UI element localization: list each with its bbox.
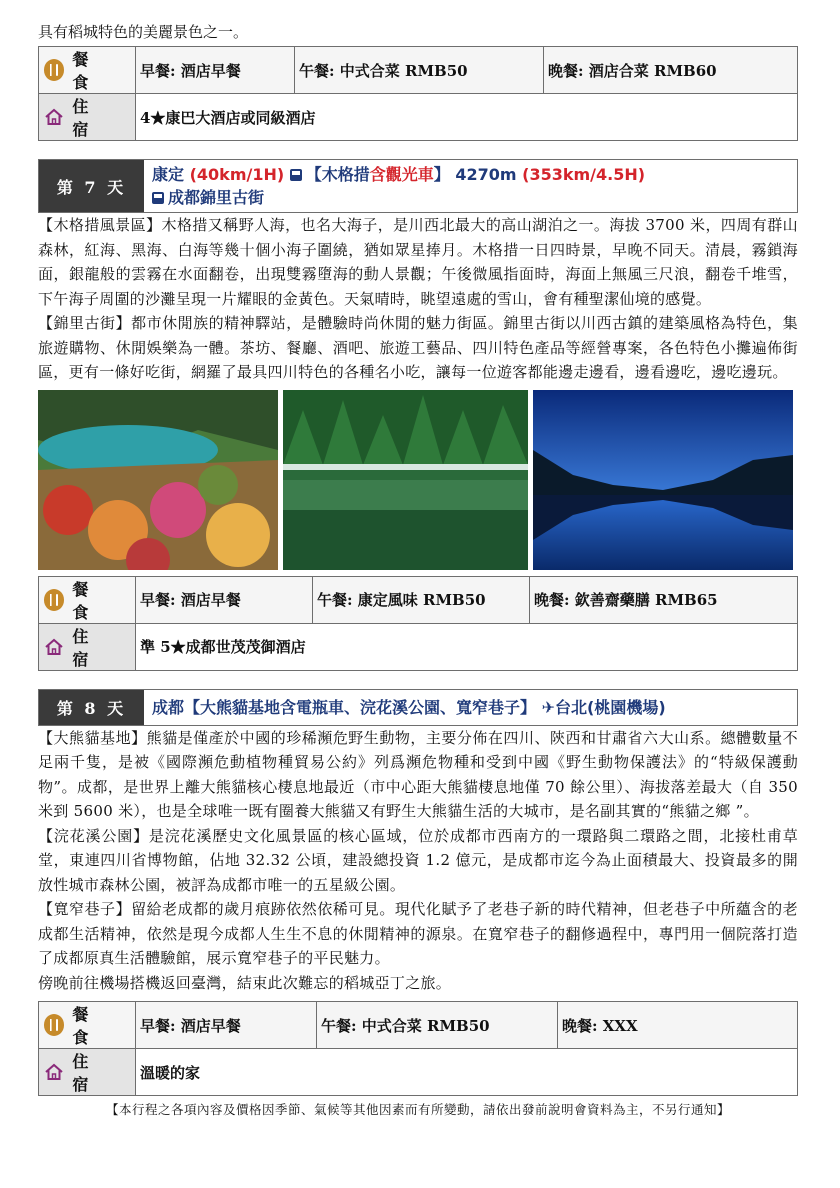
dinner-cell: 晚餐: 欽善齋藥膳 RMB65 (530, 576, 798, 623)
day7-badge: 第 7 天 (39, 160, 144, 212)
hotel-cell: 4★康巴大酒店或同級酒店 (136, 94, 798, 141)
dinner-cell: 晚餐: 酒店合菜 RMB60 (544, 47, 798, 94)
misty-lake-photo (283, 390, 528, 570)
stay-row (39, 1049, 798, 1096)
fork-knife-icon (44, 1014, 64, 1036)
intro-line: 具有稻城特色的美麗景色之一。 (38, 23, 249, 41)
house-icon (44, 636, 64, 658)
stay-row (39, 623, 798, 670)
meal-label: 餐 食 (72, 50, 99, 92)
meal-label: 餐 食 (72, 1005, 99, 1047)
house-icon (44, 106, 64, 128)
meal-row (39, 1002, 798, 1049)
hotel-cell: 準 5★成都世茂茂御酒店 (136, 623, 798, 670)
stay-label: 住 宿 (72, 97, 99, 139)
autumn-lake-photo (38, 390, 278, 570)
fork-knife-icon (44, 589, 64, 611)
bus-icon (152, 192, 164, 204)
bus-icon (290, 169, 302, 181)
day7-para-jinli: 【錦里古街】都市休閒族的精神驛站，是體驗時尚休閒的魅力街區。錦里古街以川西古鎮的建築風格為特色，集旅遊購物、休閒娛樂為一體。茶坊、餐廳、酒吧、旅遊工藝品、四川特色產品等經營專案，各色特色小攤遍佈街區，更有一條好吃街，網羅了最具四川特色的各種名小吃，讓每一位遊客都能邊走邊看，邊看邊吃，邊吃邊玩。 (38, 314, 798, 381)
hotel-cell: 溫暖的家 (136, 1049, 798, 1096)
day7-info-table (38, 576, 798, 671)
dinner-cell: 晚餐: XXX (558, 1002, 798, 1049)
disclaimer-note: 【本行程之各項內容及價格因季節、氣候等其他因素而有所變動，請依出發前說明會資料為主，不另行通知】 (105, 1102, 730, 1117)
itinerary-page (38, 20, 798, 1118)
meal-row (39, 576, 798, 623)
fork-knife-icon (44, 59, 64, 81)
lunch-cell: 午餐: 中式合菜 RMB50 (317, 1002, 558, 1049)
stay-row (39, 94, 798, 141)
meal-label: 餐 食 (72, 579, 99, 622)
day6-info-table (38, 46, 798, 141)
day7-para-mugecuo: 【木格措風景區】木格措又稱野人海，也名大海子，是川西北最大的高山湖泊之一。海拔 3700 米，四周有群山森林，紅海、黑海、白海等幾十個小海子圍繞，猶如眾星捧月。木格措一日四時景，早晚不同天。清晨，霧鎖海面，銀龍般的雲霧在水面翻卷，出現雙霧墮海的動人景觀；午後微風指面時，海面上無風三尺浪，翻卷千堆雪，下午海子周圍的沙灘呈現一片耀眼的金黃色。天氣晴時，眺望遠處的雪山，會有種聖潔仙境的感覺。 (38, 216, 798, 308)
plane-icon: ✈ (541, 697, 555, 717)
breakfast-cell: 早餐: 酒店早餐 (136, 576, 313, 623)
lunch-cell: 午餐: 康定風味 RMB50 (313, 576, 530, 623)
breakfast-cell: 早餐: 酒店早餐 (136, 47, 295, 94)
meal-row (39, 47, 798, 94)
day7-header (38, 159, 798, 213)
day8-badge: 第 8 天 (39, 690, 144, 725)
day7-route: 康定 (40km/1H) 【木格措含觀光車】 4270m (353km/4.5H) 成都錦里古街 (152, 165, 646, 207)
day8-route: 成都【大熊貓基地含電瓶車、浣花溪公園、寬窄巷子】 ✈台北(桃園機場) (152, 697, 666, 717)
breakfast-cell: 早餐: 酒店早餐 (136, 1002, 317, 1049)
mountain-lake-dusk-photo (533, 390, 793, 570)
day8-para-panda: 【大熊貓基地】熊貓是僅產於中國的珍稀瀕危野生動物，主要分佈在四川、陝西和甘肅省六大山系。總體數量不足兩千隻，是被《國際瀕危動植物種貿易公約》列爲瀕危物種和受到中國《野生動物保護法》的“特級保護動物”。成都，是世界上離大熊貓核心棲息地最近（市中心距大熊貓棲息地僅 70 餘公里）、海拔落差最大（自 350 米到 5600 米），也是全球唯一既有圈養大熊貓又有野生大熊貓生活的大城市，是名副其實的“熊貓之鄉 ”。 (38, 728, 798, 820)
day8-para-kuanzhai: 【寬窄巷子】留給老成都的歲月痕跡依然依稀可見。現代化賦予了老巷子新的時代精神，但老巷子中所蘊含的老成都生活精神，依然是現今成都人生生不息的休閒精神的源泉。在寬窄巷子的翻修過程中，專門用一個院落打造了成都原真生活體驗館，展示寬窄巷子的平民魅力。 (38, 900, 798, 967)
day7-photo-strip (38, 390, 798, 570)
day8-para-return: 傍晚前往機場搭機返回臺灣，結束此次難忘的稻城亞丁之旅。 (38, 973, 452, 992)
stay-label: 住 宿 (72, 1052, 99, 1094)
day8-info-table (38, 1001, 798, 1096)
day8-para-huanhuaxi: 【浣花溪公園】是浣花溪歷史文化風景區的核心區域，位於成都市西南方的一環路與二環路之間，北接杜甫草堂，東連四川省博物館，佔地 32.32 公頃，建設總投資 1.2 億元，是成都市迄今為止面積最大、投資最多的開放性城市森林公園，被評為成都市唯一的五星級公園。 (38, 826, 798, 894)
lunch-cell: 午餐: 中式合菜 RMB50 (295, 47, 544, 94)
day8-header (38, 689, 798, 726)
house-icon (44, 1061, 64, 1083)
stay-label: 住 宿 (72, 626, 99, 669)
